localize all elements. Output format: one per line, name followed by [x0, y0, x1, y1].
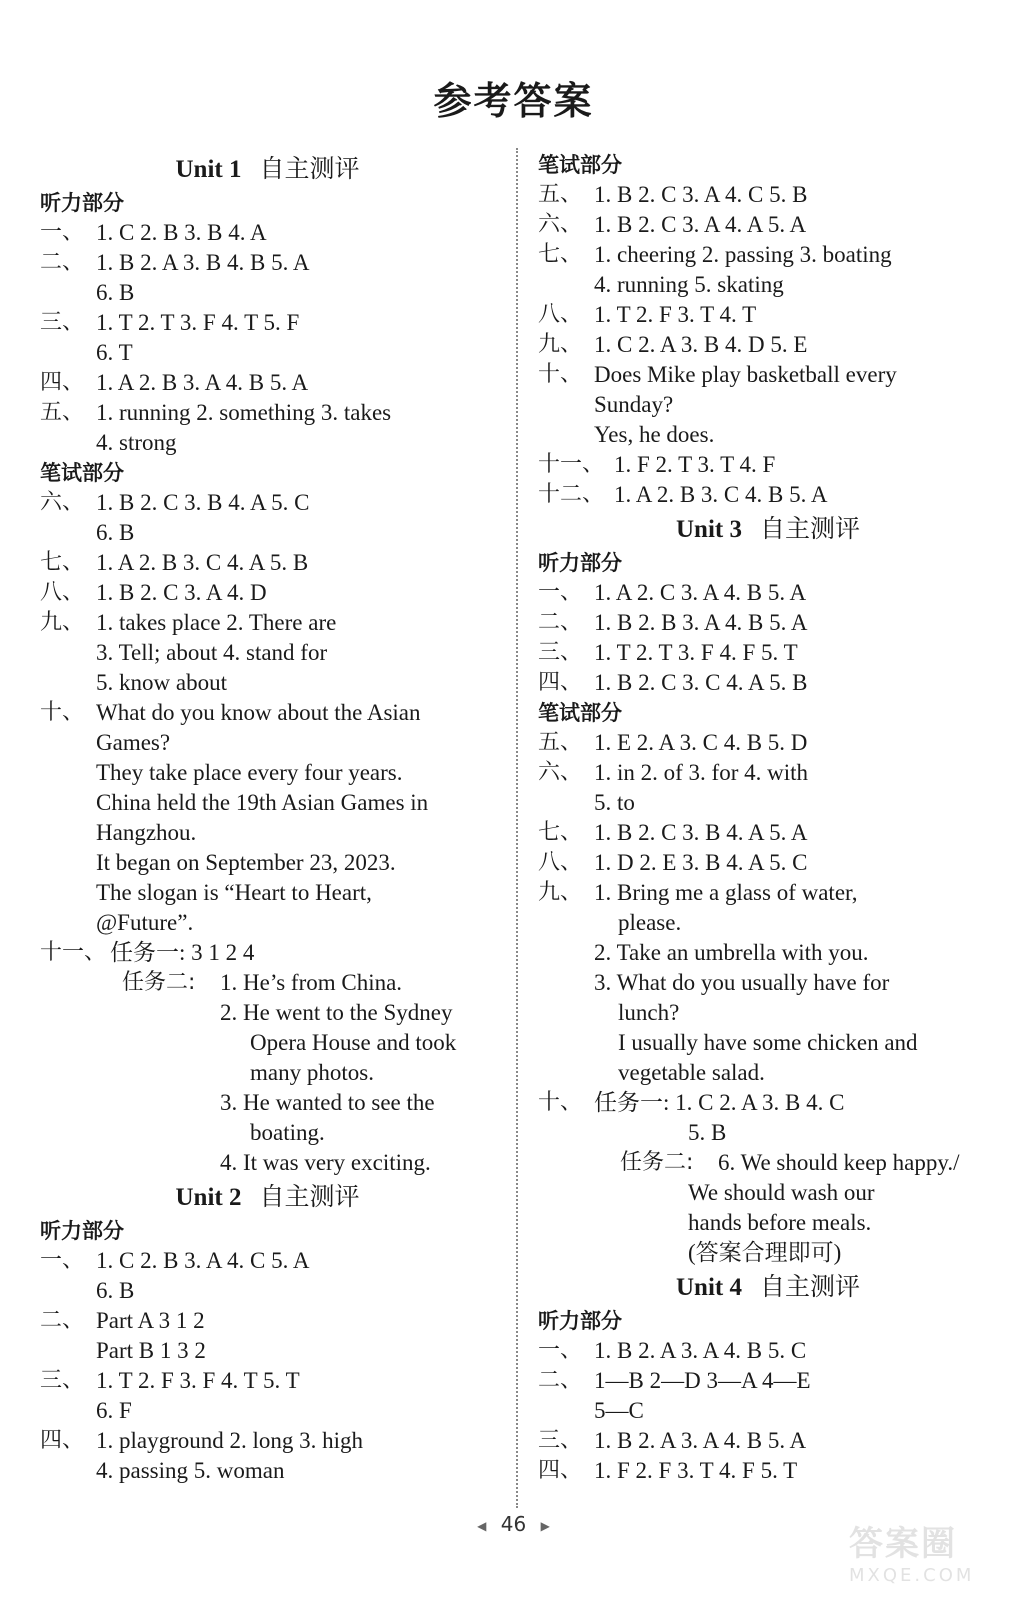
answer-line [40, 938, 495, 968]
answer-text: 1. T 2. T 3. F 4. F 5. T [594, 640, 798, 665]
answer-line [538, 1148, 998, 1178]
question-number: 七、 [538, 820, 583, 845]
watermark-logo [849, 1516, 1009, 1586]
answer-text: 1. C 2. B 3. A 4. C 5. A [96, 1248, 310, 1273]
answer-text: I usually have some chicken and [618, 1030, 918, 1055]
question-number: 十一、 [538, 452, 605, 477]
answer-text: China held the 19th Asian Games in [96, 790, 429, 815]
answer-line [538, 818, 998, 848]
answer-text: 3. Tell; about 4. stand for [96, 640, 328, 665]
question-number: 三、 [40, 1368, 85, 1393]
question-number: 十、 [40, 700, 85, 725]
watermark-text: 答案圈 [849, 1524, 957, 1564]
answer-text: 1. C 2. A 3. B 4. D 5. E [594, 332, 808, 357]
answer-line [40, 878, 495, 908]
answer-text: 6. B [96, 520, 135, 545]
question-number: 一、 [40, 1248, 85, 1273]
page-number: 46 [500, 1512, 527, 1536]
answer-line [40, 818, 495, 848]
question-number: 一、 [538, 580, 583, 605]
answer-text: 5. to [594, 790, 635, 815]
answer-text: 1. Bring me a glass of water, [594, 880, 858, 905]
answer-text: 1. A 2. B 3. C 4. A 5. B [96, 550, 309, 575]
question-number: 三、 [40, 310, 85, 335]
section-heading: 听力部分 [538, 551, 622, 575]
answer-line [40, 518, 495, 548]
answer-line [40, 488, 495, 518]
question-number: 二、 [538, 1368, 583, 1393]
answer-text: 1. T 2. F 3. F 4. T 5. T [96, 1368, 300, 1393]
answer-text: 1. B 2. C 3. A 4. D [96, 580, 267, 605]
answer-text: 1. E 2. A 3. C 4. B 5. D [594, 730, 808, 755]
question-number: 八、 [538, 850, 583, 875]
answer-line [538, 1058, 998, 1088]
answer-text: 1. F 2. F 3. T 4. F 5. T [594, 1458, 798, 1483]
answer-line [40, 1118, 495, 1148]
answer-line [40, 1426, 495, 1456]
question-number: 五、 [538, 182, 583, 207]
answer-text: 1. cheering 2. passing 3. boating [594, 242, 892, 267]
answer-line [40, 548, 495, 578]
answer-line [538, 420, 998, 450]
answer-text: The slogan is “Heart to Heart, [96, 880, 372, 905]
answer-line [538, 638, 998, 668]
answer-text: 1. takes place 2. There are [96, 610, 337, 635]
answer-text: hands before meals. [688, 1210, 872, 1235]
answer-line [538, 1088, 998, 1118]
answer-text: 1. in 2. of 3. for 4. with [594, 760, 809, 785]
answer-line [538, 968, 998, 998]
answer-line [40, 1336, 495, 1366]
answer-line [538, 848, 998, 878]
answer-text: 6. B [96, 280, 135, 305]
answer-line [538, 1366, 998, 1396]
answer-line [538, 270, 998, 300]
answer-text: What do you know about the Asian [96, 700, 421, 725]
answer-line [40, 848, 495, 878]
answer-line [538, 390, 998, 420]
answer-line [538, 1426, 998, 1456]
unit-subtitle: 自主测评 [759, 514, 860, 543]
prev-page-icon[interactable]: ◀ [477, 1518, 487, 1533]
answer-line [40, 1148, 495, 1178]
answer-text: 1. B 2. A 3. A 4. B 5. C [594, 1338, 807, 1363]
answer-text: 3. What do you usually have for [594, 970, 890, 995]
answer-line [538, 450, 998, 480]
answer-line [40, 638, 495, 668]
question-number: 一、 [40, 220, 85, 245]
question-number: 八、 [40, 580, 85, 605]
task-label: 任务二: [620, 1150, 694, 1175]
answer-text: 1. B 2. B 3. A 4. B 5. A [594, 610, 808, 635]
question-number: 十、 [538, 1090, 583, 1115]
answer-text: 4. It was very exciting. [220, 1150, 431, 1175]
answer-text: 1. playground 2. long 3. high [96, 1428, 364, 1453]
answer-line [538, 300, 998, 330]
question-number: 三、 [538, 1428, 583, 1453]
answer-text: 1. F 2. T 3. T 4. F [614, 452, 776, 477]
answer-text: 1. B 2. C 3. A 4. A 5. A [594, 212, 807, 237]
question-number: 九、 [40, 610, 85, 635]
answer-line [538, 878, 998, 908]
answer-line [538, 998, 998, 1028]
answer-text: We should wash our [688, 1180, 875, 1205]
answer-line [40, 218, 495, 248]
answer-text: 4. running 5. skating [594, 272, 784, 297]
answer-line [40, 1366, 495, 1396]
answer-text: many photos. [250, 1060, 374, 1085]
answer-text: 4. passing 5. woman [96, 1458, 285, 1483]
section-heading: 听力部分 [538, 1309, 622, 1333]
question-number: 一、 [538, 1338, 583, 1363]
answer-line [538, 758, 998, 788]
answer-text: 6. We should keep happy./ [718, 1150, 960, 1175]
answer-line [538, 938, 998, 968]
answer-text: 6. F [96, 1398, 132, 1423]
answer-text: 任务一: 3 1 2 4 [110, 940, 255, 965]
unit-label: Unit 4 [676, 1274, 742, 1301]
unit-label: Unit 1 [175, 156, 242, 183]
task-label: 任务二: [122, 970, 196, 995]
question-number: 五、 [40, 400, 85, 425]
answer-line [538, 210, 998, 240]
answer-line [40, 368, 495, 398]
answer-text: Yes, he does. [594, 422, 715, 447]
question-number: 八、 [538, 302, 583, 327]
answer-text: They take place every four years. [96, 760, 403, 785]
unit-heading [538, 1268, 998, 1306]
answer-line [538, 1238, 998, 1268]
answer-text: 6. T [96, 340, 133, 365]
answer-text: 1. B 2. A 3. A 4. B 5. A [594, 1428, 807, 1453]
answer-text: 1. T 2. F 3. T 4. T [594, 302, 757, 327]
answer-text: 6. B [96, 1278, 135, 1303]
unit-heading [40, 150, 495, 188]
answer-line [40, 608, 495, 638]
answer-line [40, 728, 495, 758]
answer-line [538, 1396, 998, 1426]
answer-text: 1. B 2. C 3. C 4. A 5. B [594, 670, 808, 695]
question-number: 十一、 [40, 940, 107, 965]
answer-line [40, 788, 495, 818]
answer-line [40, 338, 495, 368]
unit-heading [40, 1178, 495, 1216]
answer-text: 1. A 2. B 3. C 4. B 5. A [614, 482, 828, 507]
answer-line [40, 758, 495, 788]
answer-line [40, 1058, 495, 1088]
right-column [538, 150, 998, 1486]
answer-text: @Future”. [96, 910, 194, 935]
answer-line [538, 180, 998, 210]
answer-text: 1. C 2. B 3. B 4. A [96, 220, 267, 245]
answer-line [40, 968, 495, 998]
question-number: 六、 [538, 760, 583, 785]
unit-subtitle: 自主测评 [259, 1182, 360, 1211]
answer-line [538, 908, 998, 938]
answer-line [40, 908, 495, 938]
section-heading: 听力部分 [40, 191, 124, 215]
answer-line [40, 1088, 495, 1118]
unit-label: Unit 3 [676, 516, 742, 543]
answer-line [538, 578, 998, 608]
answer-text: vegetable salad. [618, 1060, 765, 1085]
question-number: 二、 [40, 250, 85, 275]
question-number: 二、 [538, 610, 583, 635]
left-column [40, 150, 495, 1486]
answer-line [538, 788, 998, 818]
answer-line [538, 1456, 998, 1486]
answer-text: 任务一: 1. C 2. A 3. B 4. C [594, 1090, 845, 1115]
answer-line [40, 1246, 495, 1276]
answer-text: please. [618, 910, 682, 935]
answer-text: 5. B [688, 1120, 727, 1145]
answer-text: Opera House and took [250, 1030, 457, 1055]
watermark-url: MXQE.COM [849, 1565, 975, 1586]
answer-text: 5. know about [96, 670, 227, 695]
answer-line [538, 668, 998, 698]
question-number: 五、 [538, 730, 583, 755]
answer-line [40, 308, 495, 338]
question-number: 四、 [538, 670, 583, 695]
answer-text: 4. strong [96, 430, 177, 455]
answer-text: (答案合理即可) [688, 1240, 842, 1265]
answer-text: boating. [250, 1120, 325, 1145]
answer-text: Sunday? [594, 392, 674, 417]
answer-text: Part B 1 3 2 [96, 1338, 206, 1363]
section-heading: 笔试部分 [40, 461, 124, 485]
answer-text: 1. running 2. something 3. takes [96, 400, 392, 425]
unit-subtitle: 自主测评 [259, 154, 360, 183]
answer-line [40, 248, 495, 278]
answer-line [538, 240, 998, 270]
next-page-icon[interactable]: ▶ [540, 1518, 550, 1533]
unit-label: Unit 2 [175, 1184, 242, 1211]
answer-line [40, 698, 495, 728]
answer-text: 1. B 2. C 3. B 4. A 5. A [594, 820, 808, 845]
answer-line [40, 278, 495, 308]
question-number: 四、 [40, 1428, 85, 1453]
question-number: 九、 [538, 880, 583, 905]
answer-line [538, 1336, 998, 1366]
answer-text: Games? [96, 730, 171, 755]
unit-subtitle: 自主测评 [759, 1272, 860, 1301]
column-divider [516, 148, 518, 1508]
answer-line [538, 480, 998, 510]
answer-line [538, 608, 998, 638]
answer-line [40, 578, 495, 608]
question-number: 四、 [538, 1458, 583, 1483]
answer-text: 3. He wanted to see the [220, 1090, 435, 1115]
answer-line [40, 1456, 495, 1486]
answer-text: It began on September 23, 2023. [96, 850, 396, 875]
answer-text: 1. A 2. C 3. A 4. B 5. A [594, 580, 807, 605]
question-number: 十、 [538, 362, 583, 387]
section-heading: 笔试部分 [538, 153, 622, 177]
answer-text: 5—C [594, 1398, 644, 1423]
answer-line [40, 428, 495, 458]
page-title: 参考答案 [433, 79, 594, 123]
answer-text: Does Mike play basketball every [594, 362, 897, 387]
question-number: 六、 [538, 212, 583, 237]
answer-line [538, 1118, 998, 1148]
answer-text: 1. B 2. C 3. A 4. C 5. B [594, 182, 808, 207]
section-heading: 听力部分 [40, 1219, 124, 1243]
answer-line [40, 1276, 495, 1306]
answer-text: 1—B 2—D 3—A 4—E [594, 1368, 811, 1393]
answer-line [538, 728, 998, 758]
answer-line [40, 998, 495, 1028]
answer-line [40, 398, 495, 428]
answer-text: 1. T 2. T 3. F 4. T 5. F [96, 310, 300, 335]
question-number: 二、 [40, 1308, 85, 1333]
question-number: 七、 [538, 242, 583, 267]
answer-line [538, 1208, 998, 1238]
question-number: 四、 [40, 370, 85, 395]
answer-text: 2. Take an umbrella with you. [594, 940, 869, 965]
question-number: 九、 [538, 332, 583, 357]
section-heading: 笔试部分 [538, 701, 622, 725]
answer-text: 2. He went to the Sydney [220, 1000, 453, 1025]
answer-text: Hangzhou. [96, 820, 197, 845]
question-number: 十二、 [538, 482, 605, 507]
answer-line [538, 1028, 998, 1058]
answer-line [40, 668, 495, 698]
answer-line [538, 330, 998, 360]
answer-line [40, 1396, 495, 1426]
answer-line [538, 360, 998, 390]
answer-line [538, 1178, 998, 1208]
answer-text: lunch? [618, 1000, 680, 1025]
answer-line [40, 1306, 495, 1336]
answer-text: 1. B 2. A 3. B 4. B 5. A [96, 250, 310, 275]
answer-text: 1. D 2. E 3. B 4. A 5. C [594, 850, 808, 875]
question-number: 六、 [40, 490, 85, 515]
question-number: 三、 [538, 640, 583, 665]
answer-line [40, 1028, 495, 1058]
answer-text: 1. B 2. C 3. B 4. A 5. C [96, 490, 310, 515]
unit-heading [538, 510, 998, 548]
answer-text: Part A 3 1 2 [96, 1308, 205, 1333]
answer-text: 1. He’s from China. [220, 970, 403, 995]
question-number: 七、 [40, 550, 85, 575]
answer-text: 1. A 2. B 3. A 4. B 5. A [96, 370, 309, 395]
